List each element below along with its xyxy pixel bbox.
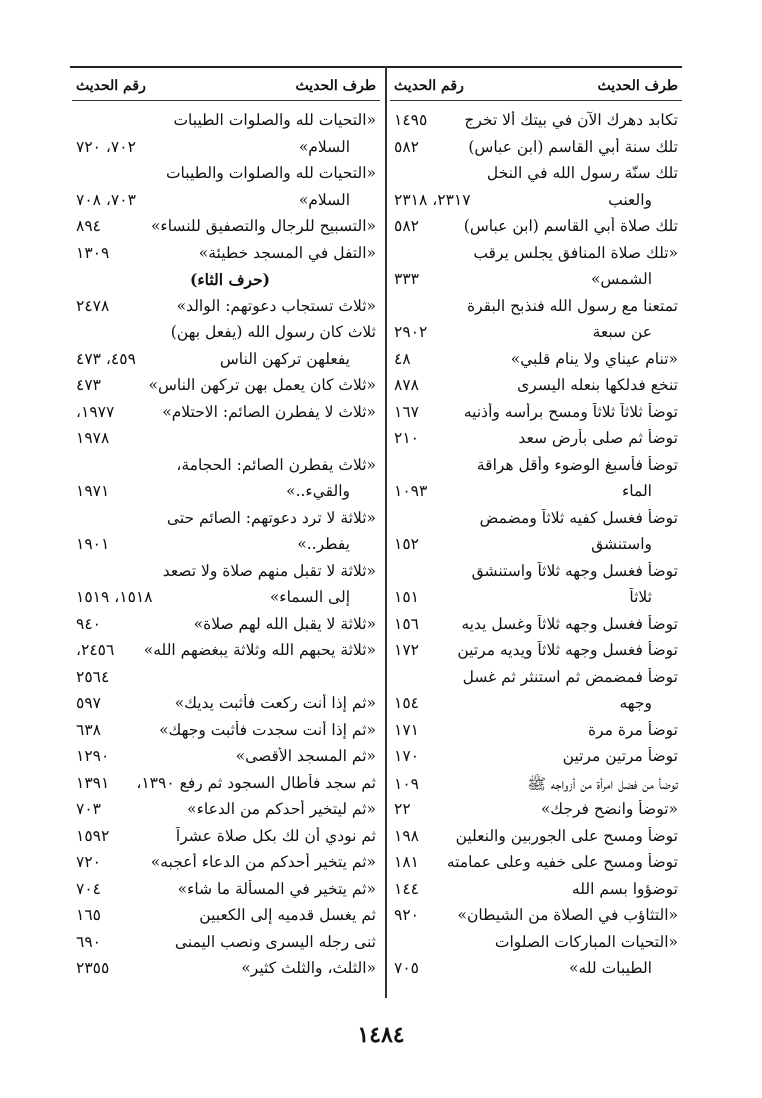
index-entry <box>390 694 682 721</box>
hadith-text: «تلك صلاة المنافق يجلس يرقب <box>473 243 678 262</box>
hadith-number: ٩٤٠ <box>76 614 101 633</box>
hadith-text: «التفل في المسجد خطيئة» <box>198 243 376 262</box>
index-entry <box>72 588 380 615</box>
page-number: ١٤٨٤ <box>357 1022 405 1048</box>
hadith-text: تكابد دهرك الآن في بيتك ألا تخرج <box>464 111 678 129</box>
index-entry <box>390 853 682 880</box>
hadith-text: السلام» <box>298 137 350 156</box>
hadith-number: ١٧٠ <box>394 747 419 765</box>
index-entry <box>390 641 682 668</box>
hadith-text: «ثم إذا أنت ركعت فأثبت يديك» <box>174 694 376 712</box>
index-entry <box>390 350 682 377</box>
hadith-text: «ثلاثة لا تقبل منهم صلاة ولا تصعد <box>162 561 376 580</box>
index-entry <box>390 138 682 165</box>
index-entry <box>390 827 682 854</box>
index-entry <box>390 747 682 774</box>
index-entry <box>72 641 380 668</box>
hadith-text: «ثلاثة لا يقبل الله لهم صلاة» <box>193 614 376 633</box>
hadith-number: ١٨١ <box>394 853 419 871</box>
hadith-number: ١٥٤ <box>394 694 419 712</box>
hadith-text: واستنشق <box>591 535 652 553</box>
hadith-text: ثنى رجله اليسرى ونصب اليمنى <box>174 932 376 951</box>
hadith-number: ٤٧٣ <box>76 376 101 394</box>
index-entry <box>390 535 682 562</box>
hadith-number: ٧٠٣، ٧٠٨ <box>76 190 136 209</box>
index-entry <box>72 880 380 907</box>
hadith-text: تلك سنة أبي القاسم (ابن عباس) <box>468 137 678 156</box>
hadith-text: توضأ فأسبغ الوضوء وأقل هراقة <box>476 455 678 474</box>
hadith-text: يفعلهن تركهن الناس <box>219 349 350 368</box>
hadith-number: ٨٩٤ <box>76 217 101 235</box>
index-entry <box>390 270 682 297</box>
hadith-text: توضأ فغسل كفيه ثلاثاً ومضمض <box>479 508 678 527</box>
hadith-number: ٢٩٠٢ <box>394 323 428 341</box>
hadith-text: (حرف الثاء) <box>190 270 270 289</box>
index-entry <box>72 747 380 774</box>
index-entry <box>72 482 380 509</box>
hadith-text: عن سبعة <box>592 323 652 341</box>
hadith-text: والقيء..» <box>286 482 350 500</box>
index-entry <box>390 429 682 456</box>
index-entry <box>390 376 682 403</box>
hadith-number: ١٣٠٩ <box>76 243 110 262</box>
left-column <box>72 72 380 986</box>
hadith-number: ١٤٩٥ <box>394 111 428 129</box>
hadith-number: ٤٨ <box>394 349 411 368</box>
hadith-number: ٥٨٢ <box>394 217 419 235</box>
hadith-text: إلى السماء» <box>269 588 350 606</box>
hadith-number: ١٩٧٧، <box>76 402 115 421</box>
index-entry <box>72 774 380 801</box>
hadith-text: «التحيات المباركات الصلوات <box>494 932 678 951</box>
index-entry <box>390 721 682 748</box>
index-entry <box>72 244 380 271</box>
index-entry <box>72 959 380 986</box>
hadith-text: «ثلاث تستجاب دعوتهم: الوالد» <box>176 296 376 315</box>
hadith-number: ٤٥٩، ٤٧٣ <box>76 349 136 368</box>
index-entry <box>72 138 380 165</box>
hadith-number: ١٢٩٠ <box>76 747 110 765</box>
index-entry <box>390 297 682 324</box>
hadith-text: تلك سنّة رسول الله في النخل <box>486 164 678 182</box>
hadith-text: توضأ فمضمض ثم استنثر ثم غسل <box>462 667 678 686</box>
hadith-number: ١٥١٨، ١٥١٩ <box>76 588 153 606</box>
hadith-number: ٢٤٧٨ <box>76 296 110 315</box>
hadith-text: ثم يغسل قدميه إلى الكعبين <box>199 906 376 924</box>
index-entry <box>390 562 682 589</box>
header-hadith-text: طرف الحديث <box>597 78 678 94</box>
hadith-text: «التثاؤب في الصلاة من الشيطان» <box>457 906 678 924</box>
index-entry <box>390 164 682 191</box>
hadith-text: «ثم المسجد الأقصى» <box>235 747 376 765</box>
hadith-number: ١٥٢ <box>394 535 419 553</box>
index-entry <box>72 429 380 456</box>
index-entry <box>72 562 380 589</box>
index-entry <box>72 111 380 138</box>
hadith-text: «ثلاث كان يعمل بهن تركهن الناس» <box>148 376 376 394</box>
header-hadith-number: رقم الحديث <box>76 78 146 94</box>
hadith-number: ١٩٧١ <box>76 482 110 500</box>
hadith-number: ١٥٩٢ <box>76 826 110 845</box>
hadith-text: وجهه <box>619 694 652 712</box>
hadith-text: تلك صلاة أبي القاسم (ابن عباس) <box>463 217 678 235</box>
header-hadith-text: طرف الحديث <box>295 78 376 94</box>
left-entries <box>72 101 380 986</box>
hadith-number: ٥٩٧ <box>76 694 101 712</box>
hadith-text: توضأ مرة مرة <box>587 720 678 739</box>
hadith-number: ١٧٢ <box>394 641 419 659</box>
index-entry <box>390 456 682 483</box>
right-entries <box>390 101 682 986</box>
hadith-number: ١٣٩١ <box>76 773 110 792</box>
hadith-number: ٧٠٣ <box>76 800 101 818</box>
index-entry <box>72 323 380 350</box>
hadith-number: ٢٤٥٦، <box>76 641 115 659</box>
hadith-number: ٢٢ <box>394 800 411 818</box>
hadith-text: «ثلاثة يحبهم الله وثلاثة يبغضهم الله» <box>143 641 376 659</box>
hadith-text: «ثلاث يفطرن الصائم: الحجامة، <box>176 455 376 474</box>
index-entry <box>72 297 380 324</box>
hadith-text: توضأ مرتين مرتين <box>562 747 678 765</box>
hadith-text: «التحيات لله والصلوات والطيبات <box>165 164 376 182</box>
index-entry <box>390 217 682 244</box>
index-entry <box>390 615 682 642</box>
hadith-number: ١٦٧ <box>394 402 419 421</box>
hadith-number: ١٥١ <box>394 588 419 606</box>
right-column <box>390 72 682 986</box>
header-hadith-number: رقم الحديث <box>394 78 464 94</box>
hadith-number: ٣٣٣ <box>394 270 419 288</box>
hadith-text: «تنام عيناي ولا ينام قلبي» <box>510 349 678 368</box>
hadith-number: ٢١٠ <box>394 429 419 447</box>
hadith-number: ٧٠٢، ٧٢٠ <box>76 137 136 156</box>
index-entry <box>390 111 682 138</box>
hadith-text: «ثلاثة لا ترد دعوتهم: الصائم حتى <box>166 508 376 527</box>
index-entry <box>390 959 682 986</box>
index-entry <box>72 853 380 880</box>
index-entry <box>390 880 682 907</box>
hadith-number: ٩٢٠ <box>394 906 419 924</box>
index-entry <box>390 244 682 271</box>
index-entry <box>390 800 682 827</box>
index-entry <box>72 509 380 536</box>
hadith-text: ثلاثاً <box>629 588 652 606</box>
hadith-number: ٢٥٦٤ <box>76 667 110 686</box>
index-entry <box>72 164 380 191</box>
index-entry <box>72 615 380 642</box>
hadith-text: «توضأ وانضح فرجك» <box>540 800 678 818</box>
left-column-header <box>72 72 380 101</box>
section-heading <box>72 270 380 297</box>
index-entry <box>390 668 682 695</box>
index-entry <box>72 217 380 244</box>
hadith-number: ٥٨٢ <box>394 137 419 156</box>
index-entry <box>390 482 682 509</box>
hadith-text: «التسبيح للرجال والتصفيق للنساء» <box>150 217 376 235</box>
index-entry <box>390 588 682 615</box>
right-column-header <box>390 72 682 101</box>
hadith-number: ٦٩٠ <box>76 932 101 951</box>
hadith-number: ٧٠٥ <box>394 959 419 977</box>
hadith-number: ١٩٠١ <box>76 535 110 553</box>
index-entry <box>390 403 682 430</box>
index-entry <box>72 350 380 377</box>
hadith-number: ١٧١ <box>394 720 419 739</box>
hadith-number: ١٠٩ <box>394 774 419 793</box>
hadith-text: والعنب <box>608 190 652 209</box>
hadith-text: «ثم يتخير في المسألة ما شاء» <box>177 879 376 898</box>
column-divider <box>385 66 387 998</box>
index-entry <box>390 906 682 933</box>
hadith-text: «الثلث، والثلث كثير» <box>241 959 376 977</box>
hadith-number: ١٥٦ <box>394 614 419 633</box>
hadith-text: توضأ فغسل وجهه ثلاثاً ويديه مرتين <box>457 641 678 659</box>
hadith-text: الماء <box>621 482 652 500</box>
hadith-text: ثلاث كان رسول الله (يفعل بهن) <box>170 323 376 341</box>
index-entry <box>72 933 380 960</box>
hadith-text: السلام» <box>298 190 350 209</box>
index-entry <box>390 191 682 218</box>
hadith-number: ٧٢٠ <box>76 853 101 871</box>
index-entry <box>72 906 380 933</box>
hadith-text: ثم نودي أن لك بكل صلاة عشراً <box>175 826 376 845</box>
index-entry <box>72 721 380 748</box>
index-entry <box>390 774 682 801</box>
hadith-text: «ثم ليتخير أحدكم من الدعاء» <box>187 800 376 818</box>
hadith-text: «ثم إذا أنت سجدت فأثبت وجهك» <box>159 720 376 739</box>
index-entry <box>72 827 380 854</box>
index-entry <box>72 800 380 827</box>
index-entry <box>390 933 682 960</box>
hadith-text: توضأ فغسل وجهه ثلاثاً وغسل يديه <box>461 614 678 633</box>
hadith-number: ١٦٥ <box>76 906 101 924</box>
hadith-number: ١٤٤ <box>394 879 419 898</box>
hadith-text: يفطر..» <box>297 535 350 553</box>
hadith-number: ٢٣١٧، ٢٣١٨ <box>394 190 471 209</box>
hadith-text: «التحيات لله والصلوات الطيبات <box>173 111 376 129</box>
hadith-number: ٨٧٨ <box>394 376 419 394</box>
hadith-text: الشمس» <box>590 270 652 288</box>
hadith-text: توضأ ومسح على خفيه وعلى عمامته <box>446 853 678 871</box>
hadith-text: «ثلاث لا يفطرن الصائم: الاحتلام» <box>162 402 376 421</box>
hadith-number: ١٠٩٣ <box>394 482 428 500</box>
index-entry <box>72 668 380 695</box>
index-entry <box>390 323 682 350</box>
hadith-text: ثم سجد فأطال السجود ثم رفع ١٣٩٠، <box>136 773 376 792</box>
hadith-number: ٦٣٨ <box>76 720 101 739</box>
hadith-text: توضأ ثلاثاً ثلاثاً ومسح برأسه وأذنيه <box>463 402 678 421</box>
hadith-number: ٢٣٥٥ <box>76 959 110 977</box>
index-entry <box>72 694 380 721</box>
index-entry <box>72 456 380 483</box>
hadith-text: توضأ فغسل وجهه ثلاثاً واستنشق <box>471 561 678 580</box>
index-entry <box>72 376 380 403</box>
hadith-number: ٧٠٤ <box>76 879 101 898</box>
hadith-text: تمتعنا مع رسول الله فنذبح البقرة <box>467 296 678 315</box>
hadith-number: ١٩٨ <box>394 826 419 845</box>
hadith-text: تنخع فدلكها بنعله اليسرى <box>517 376 678 394</box>
index-entry <box>72 403 380 430</box>
hadith-text: توضؤوا بسم الله <box>571 879 678 898</box>
hadith-text: توضأ ثم صلى بأرض سعد <box>518 429 678 447</box>
index-entry <box>390 509 682 536</box>
index-entry <box>72 535 380 562</box>
index-entry <box>72 191 380 218</box>
hadith-text: «ثم يتخير أحدكم من الدعاء أعجبه» <box>150 853 376 871</box>
hadith-text: توضأ ومسح على الجوربين والنعلين <box>455 826 678 845</box>
hadith-number: ١٩٧٨ <box>76 429 110 447</box>
hadith-text: الطيبات لله» <box>569 959 652 977</box>
hadith-text: توضأ من فضل امرأة من أزواجه ﷺ <box>527 774 678 793</box>
